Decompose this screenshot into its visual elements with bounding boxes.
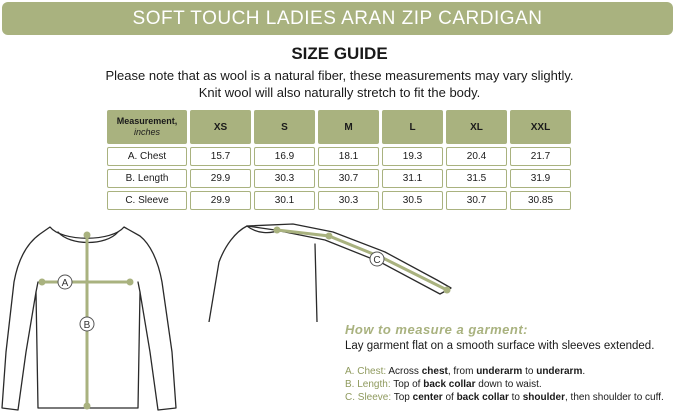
definition-key: C. Sleeve: [345, 392, 392, 403]
table-cell: 30.3 [254, 169, 315, 188]
measurement-header-label: Measurement, [116, 116, 178, 126]
size-guide-title: SIZE GUIDE [291, 44, 388, 63]
size-header: S [254, 110, 315, 144]
definition-text: down to waist. [475, 379, 542, 390]
table-cell: 29.9 [190, 169, 251, 188]
marker-a-label: A [61, 278, 69, 289]
definition-sleeve [345, 392, 664, 403]
table-cell: 18.1 [318, 147, 379, 166]
size-table [104, 107, 574, 213]
definition-key: B. Length: [345, 379, 391, 390]
sleeve-point-shoulder [326, 233, 333, 240]
definition-text: . [582, 366, 586, 377]
table-cell: 30.5 [382, 191, 443, 210]
size-header: L [382, 110, 443, 144]
length-point-bottom [84, 403, 91, 410]
definition-bold: underarm [536, 366, 583, 377]
table-cell: 30.1 [254, 191, 315, 210]
sleeve-measure-line [277, 230, 447, 290]
definition-length [345, 379, 542, 390]
chest-point-right [127, 279, 134, 286]
note-line-1: Please note that as wool is a natural fiber, these measurements may vary slightly. [105, 68, 574, 83]
side-body-line [315, 244, 317, 322]
table-row [107, 147, 571, 166]
table-cell: 30.7 [446, 191, 507, 210]
side-view-illustration [205, 222, 465, 322]
definition-text: to [522, 366, 537, 377]
how-to-measure-title: How to measure a garment: [345, 322, 528, 337]
table-cell: 16.9 [254, 147, 315, 166]
definition-text: Top of [393, 379, 424, 390]
table-row [107, 169, 571, 188]
definition-bold: chest [421, 366, 448, 377]
how-to-measure-subtitle: Lay garment flat on a smooth surface with sleeves extended. [345, 340, 655, 352]
table-cell: 19.3 [382, 147, 443, 166]
table-cell: 20.4 [446, 147, 507, 166]
table-cell: 30.85 [510, 191, 571, 210]
definition-bold: underarm [476, 366, 523, 377]
definition-bold: back collar [456, 392, 509, 403]
size-header: M [318, 110, 379, 144]
marker-c-label: C [373, 255, 381, 266]
table-cell: 15.7 [190, 147, 251, 166]
definition-text: of [442, 392, 457, 403]
size-header: XXL [510, 110, 571, 144]
table-cell: 30.3 [318, 191, 379, 210]
banner-title: SOFT TOUCH LADIES ARAN ZIP CARDIGAN [132, 7, 543, 29]
front-view-illustration [0, 222, 200, 411]
definition-bold: center [412, 392, 443, 403]
note-line-2: Knit wool will also naturally stretch to fit the body. [198, 85, 481, 100]
definition-bold: shoulder [522, 392, 565, 403]
measurement-header-unit: inches [133, 127, 160, 137]
measurement-header [107, 110, 187, 144]
table-cell: 31.1 [382, 169, 443, 188]
sleeve-point-collar [274, 227, 281, 234]
table-header-row [107, 110, 571, 144]
size-header: XS [190, 110, 251, 144]
table-row [107, 191, 571, 210]
sleeve-point-cuff [444, 287, 451, 294]
marker-b-label: B [83, 320, 91, 331]
definition-chest [345, 366, 585, 377]
definition-text: Top [393, 392, 413, 403]
length-point-top [84, 232, 91, 239]
definition-key: A. Chest: [345, 366, 387, 377]
table-cell: 21.7 [510, 147, 571, 166]
definition-text: , from [447, 366, 477, 377]
table-cell: 30.7 [318, 169, 379, 188]
chest-point-left [39, 279, 46, 286]
row-label: C. Sleeve [107, 191, 187, 210]
table-cell: 29.9 [190, 191, 251, 210]
definition-bold: back collar [423, 379, 476, 390]
table-cell: 31.9 [510, 169, 571, 188]
front-underarm-left [36, 282, 38, 292]
row-label: A. Chest [107, 147, 187, 166]
definition-text: to [508, 392, 523, 403]
front-underarm-right [138, 282, 140, 292]
definition-text: , then shoulder to cuff. [564, 392, 664, 403]
size-header: XL [446, 110, 507, 144]
title-banner [2, 2, 673, 35]
definition-text: Across [388, 366, 422, 377]
table-cell: 31.5 [446, 169, 507, 188]
row-label: B. Length [107, 169, 187, 188]
